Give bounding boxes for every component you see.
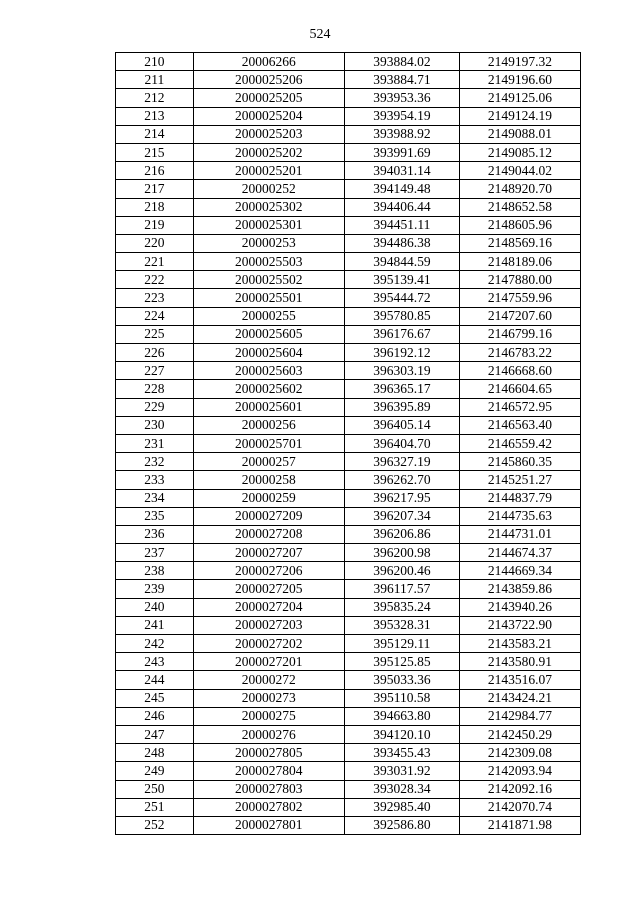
table-row (116, 198, 581, 216)
row-number-cell: 234 (116, 489, 194, 507)
table-row (116, 544, 581, 562)
y-coordinate-cell: 2146783.22 (459, 344, 580, 362)
y-coordinate-cell: 2147559.96 (459, 289, 580, 307)
table-row (116, 180, 581, 198)
row-number-cell: 225 (116, 325, 194, 343)
x-coordinate-cell: 396365.17 (344, 380, 459, 398)
table-row (116, 344, 581, 362)
y-coordinate-cell: 2148189.06 (459, 253, 580, 271)
y-coordinate-cell: 2143859.86 (459, 580, 580, 598)
x-coordinate-cell: 396327.19 (344, 453, 459, 471)
row-number-cell: 231 (116, 434, 194, 452)
x-coordinate-cell: 394451.11 (344, 216, 459, 234)
row-number-cell: 228 (116, 380, 194, 398)
table-row (116, 471, 581, 489)
row-number-cell: 232 (116, 453, 194, 471)
x-coordinate-cell: 393954.19 (344, 107, 459, 125)
x-coordinate-cell: 395139.41 (344, 271, 459, 289)
row-number-cell: 236 (116, 525, 194, 543)
point-code-cell: 20000257 (193, 453, 344, 471)
table-row (116, 216, 581, 234)
y-coordinate-cell: 2149125.06 (459, 89, 580, 107)
table-row (116, 125, 581, 143)
table-row (116, 580, 581, 598)
y-coordinate-cell: 2144837.79 (459, 489, 580, 507)
x-coordinate-cell: 395033.36 (344, 671, 459, 689)
x-coordinate-cell: 396176.67 (344, 325, 459, 343)
point-code-cell: 2000025206 (193, 71, 344, 89)
table-row (116, 744, 581, 762)
x-coordinate-cell: 396207.34 (344, 507, 459, 525)
table-row (116, 434, 581, 452)
point-code-cell: 2000025502 (193, 271, 344, 289)
x-coordinate-cell: 394120.10 (344, 725, 459, 743)
row-number-cell: 230 (116, 416, 194, 434)
y-coordinate-cell: 2148605.96 (459, 216, 580, 234)
point-code-cell: 2000025604 (193, 344, 344, 362)
y-coordinate-cell: 2144669.34 (459, 562, 580, 580)
x-coordinate-cell: 396395.89 (344, 398, 459, 416)
row-number-cell: 242 (116, 635, 194, 653)
x-coordinate-cell: 395780.85 (344, 307, 459, 325)
table-row (116, 453, 581, 471)
point-code-cell: 2000027205 (193, 580, 344, 598)
x-coordinate-cell: 396404.70 (344, 434, 459, 452)
row-number-cell: 235 (116, 507, 194, 525)
x-coordinate-cell: 394149.48 (344, 180, 459, 198)
y-coordinate-cell: 2143580.91 (459, 653, 580, 671)
y-coordinate-cell: 2145860.35 (459, 453, 580, 471)
x-coordinate-cell: 393031.92 (344, 762, 459, 780)
row-number-cell: 217 (116, 180, 194, 198)
y-coordinate-cell: 2142093.94 (459, 762, 580, 780)
row-number-cell: 220 (116, 234, 194, 252)
row-number-cell: 211 (116, 71, 194, 89)
x-coordinate-cell: 394663.80 (344, 707, 459, 725)
row-number-cell: 216 (116, 162, 194, 180)
row-number-cell: 215 (116, 143, 194, 161)
y-coordinate-cell: 2143940.26 (459, 598, 580, 616)
row-number-cell: 219 (116, 216, 194, 234)
y-coordinate-cell: 2149124.19 (459, 107, 580, 125)
y-coordinate-cell: 2146668.60 (459, 362, 580, 380)
x-coordinate-cell: 396192.12 (344, 344, 459, 362)
point-code-cell: 2000025301 (193, 216, 344, 234)
row-number-cell: 227 (116, 362, 194, 380)
point-code-cell: 20000272 (193, 671, 344, 689)
table-row (116, 289, 581, 307)
table-row (116, 689, 581, 707)
y-coordinate-cell: 2142309.08 (459, 744, 580, 762)
table-row (116, 362, 581, 380)
table-row (116, 707, 581, 725)
table-row (116, 53, 581, 71)
table-row (116, 398, 581, 416)
x-coordinate-cell: 395110.58 (344, 689, 459, 707)
y-coordinate-cell: 2142984.77 (459, 707, 580, 725)
x-coordinate-cell: 396200.46 (344, 562, 459, 580)
table-row (116, 234, 581, 252)
table-row (116, 271, 581, 289)
table-row (116, 598, 581, 616)
x-coordinate-cell: 396262.70 (344, 471, 459, 489)
row-number-cell: 214 (116, 125, 194, 143)
point-code-cell: 2000027805 (193, 744, 344, 762)
table-row (116, 525, 581, 543)
table-row (116, 107, 581, 125)
row-number-cell: 238 (116, 562, 194, 580)
y-coordinate-cell: 2142450.29 (459, 725, 580, 743)
x-coordinate-cell: 395328.31 (344, 616, 459, 634)
table-row (116, 253, 581, 271)
x-coordinate-cell: 394844.59 (344, 253, 459, 271)
row-number-cell: 239 (116, 580, 194, 598)
table-row (116, 307, 581, 325)
y-coordinate-cell: 2144731.01 (459, 525, 580, 543)
table-row (116, 325, 581, 343)
table-row (116, 89, 581, 107)
point-code-cell: 20000273 (193, 689, 344, 707)
y-coordinate-cell: 2149088.01 (459, 125, 580, 143)
y-coordinate-cell: 2146799.16 (459, 325, 580, 343)
y-coordinate-cell: 2149197.32 (459, 53, 580, 71)
y-coordinate-cell: 2146572.95 (459, 398, 580, 416)
row-number-cell: 251 (116, 798, 194, 816)
row-number-cell: 212 (116, 89, 194, 107)
point-code-cell: 20006266 (193, 53, 344, 71)
point-code-cell: 2000027802 (193, 798, 344, 816)
point-code-cell: 2000027201 (193, 653, 344, 671)
row-number-cell: 210 (116, 53, 194, 71)
row-number-cell: 249 (116, 762, 194, 780)
point-code-cell: 2000027803 (193, 780, 344, 798)
point-code-cell: 20000259 (193, 489, 344, 507)
point-code-cell: 2000027203 (193, 616, 344, 634)
y-coordinate-cell: 2143583.21 (459, 635, 580, 653)
y-coordinate-cell: 2144674.37 (459, 544, 580, 562)
y-coordinate-cell: 2144735.63 (459, 507, 580, 525)
point-code-cell: 20000258 (193, 471, 344, 489)
table-row (116, 143, 581, 161)
y-coordinate-cell: 2143424.21 (459, 689, 580, 707)
y-coordinate-cell: 2146563.40 (459, 416, 580, 434)
table-row (116, 562, 581, 580)
y-coordinate-cell: 2142070.74 (459, 798, 580, 816)
x-coordinate-cell: 393028.34 (344, 780, 459, 798)
point-code-cell: 2000027204 (193, 598, 344, 616)
point-code-cell: 2000025503 (193, 253, 344, 271)
x-coordinate-cell: 396217.95 (344, 489, 459, 507)
y-coordinate-cell: 2146604.65 (459, 380, 580, 398)
row-number-cell: 247 (116, 725, 194, 743)
row-number-cell: 218 (116, 198, 194, 216)
row-number-cell: 213 (116, 107, 194, 125)
x-coordinate-cell: 395835.24 (344, 598, 459, 616)
point-code-cell: 2000027804 (193, 762, 344, 780)
table-row (116, 489, 581, 507)
x-coordinate-cell: 396303.19 (344, 362, 459, 380)
row-number-cell: 241 (116, 616, 194, 634)
x-coordinate-cell: 396405.14 (344, 416, 459, 434)
table-row (116, 71, 581, 89)
x-coordinate-cell: 393953.36 (344, 89, 459, 107)
row-number-cell: 221 (116, 253, 194, 271)
x-coordinate-cell: 393884.02 (344, 53, 459, 71)
x-coordinate-cell: 394406.44 (344, 198, 459, 216)
x-coordinate-cell: 396200.98 (344, 544, 459, 562)
table-row (116, 725, 581, 743)
x-coordinate-cell: 392985.40 (344, 798, 459, 816)
row-number-cell: 222 (116, 271, 194, 289)
x-coordinate-cell: 393988.92 (344, 125, 459, 143)
table-row (116, 380, 581, 398)
row-number-cell: 246 (116, 707, 194, 725)
y-coordinate-cell: 2147207.60 (459, 307, 580, 325)
x-coordinate-cell: 393991.69 (344, 143, 459, 161)
row-number-cell: 250 (116, 780, 194, 798)
point-code-cell: 2000027208 (193, 525, 344, 543)
x-coordinate-cell: 393455.43 (344, 744, 459, 762)
table-row (116, 671, 581, 689)
x-coordinate-cell: 392586.80 (344, 816, 459, 834)
row-number-cell: 240 (116, 598, 194, 616)
row-number-cell: 223 (116, 289, 194, 307)
table-row (116, 653, 581, 671)
y-coordinate-cell: 2149196.60 (459, 71, 580, 89)
y-coordinate-cell: 2145251.27 (459, 471, 580, 489)
point-code-cell: 20000275 (193, 707, 344, 725)
x-coordinate-cell: 396206.86 (344, 525, 459, 543)
table-row (116, 762, 581, 780)
point-code-cell: 2000025603 (193, 362, 344, 380)
point-code-cell: 2000025701 (193, 434, 344, 452)
y-coordinate-cell: 2149085.12 (459, 143, 580, 161)
point-code-cell: 2000025203 (193, 125, 344, 143)
table-row (116, 416, 581, 434)
y-coordinate-cell: 2146559.42 (459, 434, 580, 452)
point-code-cell: 2000025205 (193, 89, 344, 107)
point-code-cell: 2000025602 (193, 380, 344, 398)
row-number-cell: 224 (116, 307, 194, 325)
y-coordinate-cell: 2148569.16 (459, 234, 580, 252)
point-code-cell: 2000027206 (193, 562, 344, 580)
point-code-cell: 2000025601 (193, 398, 344, 416)
point-code-cell: 2000027202 (193, 635, 344, 653)
y-coordinate-cell: 2147880.00 (459, 271, 580, 289)
table-row (116, 507, 581, 525)
y-coordinate-cell: 2141871.98 (459, 816, 580, 834)
coordinates-table-body (116, 53, 581, 835)
point-code-cell: 2000027209 (193, 507, 344, 525)
row-number-cell: 252 (116, 816, 194, 834)
y-coordinate-cell: 2143516.07 (459, 671, 580, 689)
y-coordinate-cell: 2143722.90 (459, 616, 580, 634)
x-coordinate-cell: 394486.38 (344, 234, 459, 252)
point-code-cell: 2000025201 (193, 162, 344, 180)
row-number-cell: 229 (116, 398, 194, 416)
table-row (116, 816, 581, 834)
point-code-cell: 20000255 (193, 307, 344, 325)
row-number-cell: 226 (116, 344, 194, 362)
y-coordinate-cell: 2149044.02 (459, 162, 580, 180)
x-coordinate-cell: 395129.11 (344, 635, 459, 653)
table-row (116, 635, 581, 653)
point-code-cell: 2000027801 (193, 816, 344, 834)
x-coordinate-cell: 395444.72 (344, 289, 459, 307)
point-code-cell: 20000252 (193, 180, 344, 198)
row-number-cell: 243 (116, 653, 194, 671)
table-row (116, 162, 581, 180)
row-number-cell: 244 (116, 671, 194, 689)
point-code-cell: 20000253 (193, 234, 344, 252)
coordinates-table (115, 52, 581, 835)
x-coordinate-cell: 395125.85 (344, 653, 459, 671)
y-coordinate-cell: 2142092.16 (459, 780, 580, 798)
y-coordinate-cell: 2148652.58 (459, 198, 580, 216)
row-number-cell: 237 (116, 544, 194, 562)
point-code-cell: 2000025501 (193, 289, 344, 307)
y-coordinate-cell: 2148920.70 (459, 180, 580, 198)
x-coordinate-cell: 393884.71 (344, 71, 459, 89)
point-code-cell: 2000025204 (193, 107, 344, 125)
row-number-cell: 245 (116, 689, 194, 707)
row-number-cell: 233 (116, 471, 194, 489)
point-code-cell: 20000276 (193, 725, 344, 743)
point-code-cell: 2000025202 (193, 143, 344, 161)
table-row (116, 780, 581, 798)
page-number: 524 (309, 27, 331, 42)
x-coordinate-cell: 396117.57 (344, 580, 459, 598)
table-row (116, 798, 581, 816)
row-number-cell: 248 (116, 744, 194, 762)
table-row (116, 616, 581, 634)
point-code-cell: 2000025605 (193, 325, 344, 343)
point-code-cell: 20000256 (193, 416, 344, 434)
point-code-cell: 2000025302 (193, 198, 344, 216)
x-coordinate-cell: 394031.14 (344, 162, 459, 180)
point-code-cell: 2000027207 (193, 544, 344, 562)
